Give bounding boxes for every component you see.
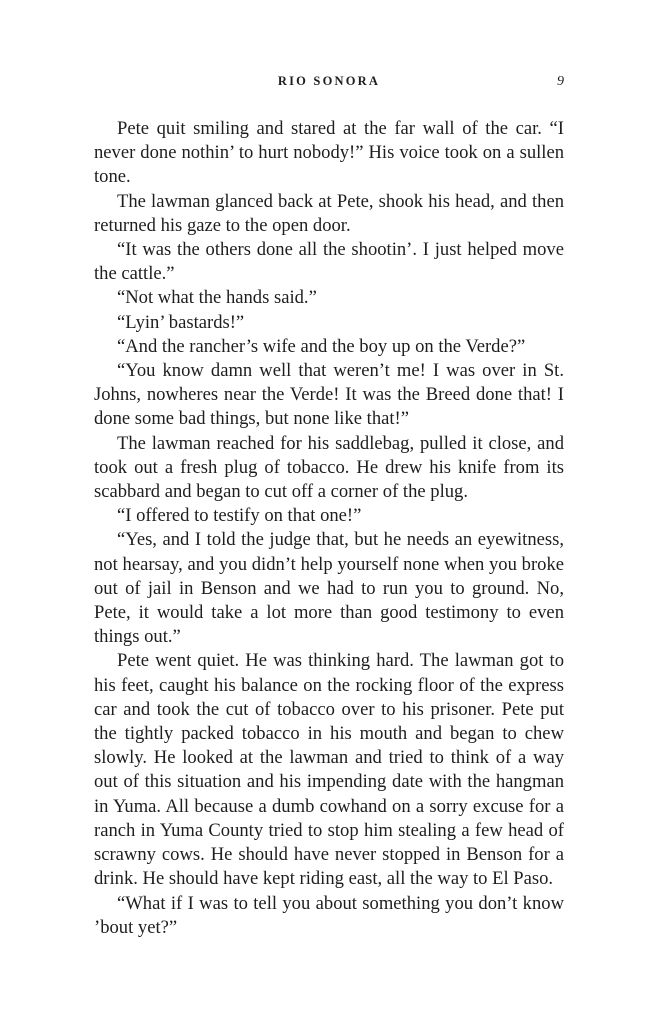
paragraph: “Yes, and I told the judge that, but he needs an eyewitness, not hearsay, and you didn’t help yourself none when you broke out of jail in Benson and we had to run you to ground. No, Pete, it would take a lot more than good testimony to even things out.” <box>94 529 564 648</box>
running-head-title: RIO SONORA <box>277 74 381 88</box>
paragraph: “Lyin’ bastards!” <box>117 311 245 333</box>
paragraph: The lawman glanced back at Pete, shook his head, and then returned his gaze to the open door. <box>94 190 564 236</box>
body-text <box>94 117 564 940</box>
paragraph: Pete quit smiling and stared at the far wall of the car. “I never done nothin’ to hurt nobody!” His voice took on a sullen tone. <box>94 118 564 188</box>
paragraph: “It was the others done all the shootin’. I just helped move the cattle.” <box>94 239 564 285</box>
page-number: 9 <box>557 74 564 89</box>
running-head <box>94 74 564 94</box>
paragraph: The lawman reached for his saddlebag, pulled it close, and took out a fresh plug of tobacco. He drew his knife from its scabbard and began to cut off a corner of the plug. <box>94 432 564 503</box>
paragraph: Pete went quiet. He was thinking hard. The lawman got to his feet, caught his balance on the rocking floor of the express car and took the cut of tobacco over to his prisoner. Pete put the tightly packed tobacco in his mouth and began to chew slowly. He looked at the lawman and tried to think of a way out of this situation and his impending date with the hangman in Yuma. All because a dumb cowhand on a sorry excuse for a ranch in Yuma County tried to stop him stealing a few head of scrawny cows. He should have never stopped in Benson for a drink. He should have kept riding east, all the way to El Paso. <box>94 650 564 890</box>
paragraph: “And the rancher’s wife and the boy up on the Verde?” <box>117 335 526 357</box>
paragraph: “You know damn well that weren’t me! I was over in St. Johns, nowheres near the Verde! It was the Breed done that! I done some bad things, but none like that!” <box>94 360 564 430</box>
paragraph: “Not what the hands said.” <box>117 287 317 309</box>
paragraph: “I offered to testify on that one!” <box>117 505 362 527</box>
paragraph: “What if I was to tell you about something you don’t know ’bout yet?” <box>94 892 564 938</box>
